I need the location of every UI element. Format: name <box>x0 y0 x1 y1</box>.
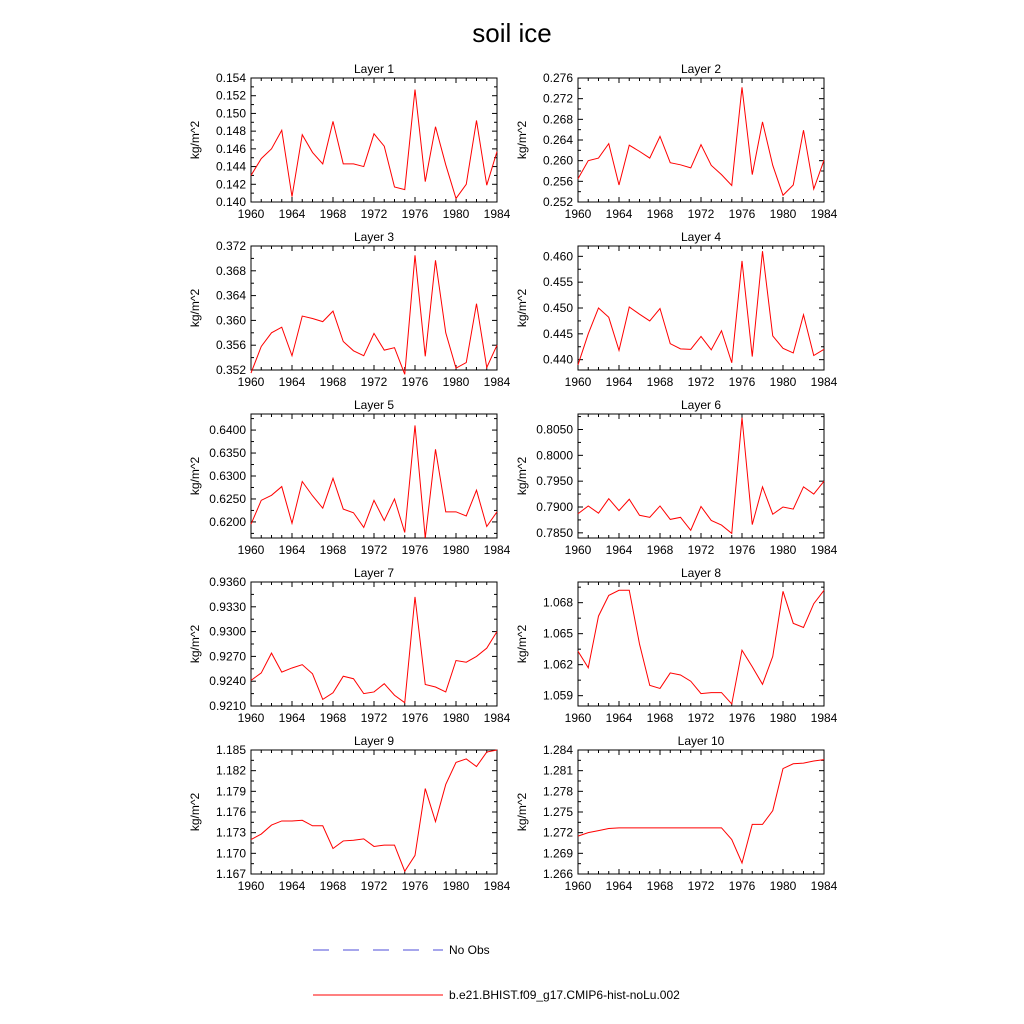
x-tick-label: 1964 <box>278 375 306 389</box>
y-tick-label: 1.275 <box>542 805 573 819</box>
x-tick-label: 1972 <box>687 375 715 389</box>
y-tick-label: 0.368 <box>215 263 246 278</box>
x-tick-label: 1968 <box>646 711 674 725</box>
y-tick-label: 0.9210 <box>209 699 246 713</box>
panel-title: Layer 5 <box>353 398 395 412</box>
panel-layer-7 <box>188 566 511 725</box>
figure-title: soil ice <box>472 18 552 48</box>
x-tick-label: 1968 <box>319 207 347 221</box>
y-tick-label: 1.170 <box>215 846 246 861</box>
x-tick-label: 1968 <box>646 543 674 557</box>
x-tick-label: 1972 <box>687 711 715 725</box>
panel-title: Layer 4 <box>680 230 722 244</box>
y-axis-label: kg/m^2 <box>515 624 529 664</box>
y-axis-label: kg/m^2 <box>515 456 529 496</box>
y-tick-label: 1.281 <box>542 763 573 778</box>
x-tick-label: 1964 <box>605 207 633 221</box>
y-tick-label: 0.6350 <box>209 446 246 461</box>
y-tick-label: 0.8050 <box>536 422 573 437</box>
x-tick-label: 1960 <box>564 711 592 725</box>
y-axis-label: kg/m^2 <box>188 456 202 496</box>
x-tick-label: 1968 <box>319 375 347 389</box>
x-tick-label: 1964 <box>278 543 306 557</box>
x-tick-label: 1972 <box>687 543 715 557</box>
x-tick-label: 1968 <box>646 879 674 893</box>
x-tick-label: 1968 <box>319 711 347 725</box>
y-tick-label: 1.059 <box>542 688 573 703</box>
plot-frame <box>251 414 497 538</box>
y-tick-label: 0.154 <box>215 71 246 85</box>
x-tick-label: 1976 <box>401 711 429 725</box>
x-tick-label: 1976 <box>401 879 429 893</box>
legend-label-no-obs: No Obs <box>449 943 490 957</box>
x-tick-label: 1960 <box>237 543 265 557</box>
panel-title: Layer 10 <box>677 734 725 748</box>
series-line-layer-2 <box>578 87 824 195</box>
x-tick-label: 1960 <box>237 375 265 389</box>
y-tick-label: 0.146 <box>215 141 246 156</box>
x-tick-label: 1980 <box>442 375 470 389</box>
panel-layer-6 <box>515 398 838 557</box>
x-tick-label: 1980 <box>769 543 797 557</box>
plot-frame <box>578 414 824 538</box>
x-tick-label: 1984 <box>483 711 511 725</box>
series-line-layer-6 <box>578 418 824 534</box>
x-tick-label: 1980 <box>769 879 797 893</box>
x-tick-label: 1984 <box>810 879 838 893</box>
plot-frame <box>578 246 824 370</box>
y-tick-label: 0.450 <box>542 301 573 315</box>
x-tick-label: 1964 <box>278 207 306 221</box>
x-tick-label: 1964 <box>605 711 633 725</box>
x-tick-label: 1984 <box>483 879 511 893</box>
x-tick-label: 1960 <box>237 711 265 725</box>
x-tick-label: 1980 <box>769 207 797 221</box>
x-tick-label: 1984 <box>810 207 838 221</box>
x-tick-label: 1976 <box>728 375 756 389</box>
y-tick-label: 0.7950 <box>536 474 573 489</box>
y-tick-label: 1.065 <box>542 626 573 641</box>
x-tick-label: 1984 <box>810 543 838 557</box>
x-tick-label: 1972 <box>360 543 388 557</box>
x-tick-label: 1964 <box>278 879 306 893</box>
y-tick-label: 0.8000 <box>536 448 573 463</box>
y-tick-label: 1.062 <box>542 657 573 672</box>
x-tick-label: 1960 <box>237 207 265 221</box>
y-axis-label: kg/m^2 <box>188 288 202 328</box>
plot-frame <box>251 582 497 706</box>
y-tick-label: 0.9360 <box>209 575 246 589</box>
y-tick-label: 0.272 <box>542 91 573 106</box>
y-tick-label: 1.176 <box>215 805 246 819</box>
panel-title: Layer 8 <box>680 566 722 580</box>
x-tick-label: 1968 <box>646 375 674 389</box>
y-tick-label: 0.6300 <box>209 469 246 483</box>
x-tick-label: 1984 <box>810 711 838 725</box>
y-tick-label: 1.185 <box>215 743 246 757</box>
x-tick-label: 1964 <box>605 375 633 389</box>
panels-group <box>188 62 838 893</box>
x-tick-label: 1972 <box>360 375 388 389</box>
y-tick-label: 0.252 <box>542 195 573 209</box>
y-tick-label: 1.284 <box>542 743 573 757</box>
y-tick-label: 1.173 <box>215 825 246 840</box>
y-tick-label: 0.268 <box>542 112 573 127</box>
y-axis-label: kg/m^2 <box>515 120 529 160</box>
y-tick-label: 0.356 <box>215 338 246 353</box>
x-tick-label: 1976 <box>728 711 756 725</box>
x-tick-label: 1964 <box>605 543 633 557</box>
plot-frame <box>251 750 497 874</box>
y-tick-label: 1.068 <box>542 595 573 610</box>
x-tick-label: 1984 <box>483 543 511 557</box>
y-tick-label: 1.167 <box>215 867 246 881</box>
series-line-layer-1 <box>251 90 497 199</box>
y-tick-label: 0.364 <box>215 288 246 303</box>
x-tick-label: 1968 <box>319 879 347 893</box>
x-tick-label: 1976 <box>401 207 429 221</box>
x-tick-label: 1972 <box>687 879 715 893</box>
y-tick-label: 0.142 <box>215 177 246 192</box>
x-tick-label: 1972 <box>687 207 715 221</box>
x-tick-label: 1980 <box>442 543 470 557</box>
y-tick-label: 0.140 <box>215 195 246 209</box>
series-line-layer-3 <box>251 255 497 374</box>
x-tick-label: 1980 <box>769 375 797 389</box>
panel-layer-3 <box>188 230 511 389</box>
series-line-layer-10 <box>578 760 824 863</box>
x-tick-label: 1980 <box>769 711 797 725</box>
y-tick-label: 0.9300 <box>209 624 246 639</box>
y-axis-label: kg/m^2 <box>515 288 529 328</box>
series-line-layer-4 <box>578 251 824 365</box>
y-tick-label: 0.6250 <box>209 491 246 506</box>
y-tick-label: 1.278 <box>542 784 573 799</box>
x-tick-label: 1968 <box>319 543 347 557</box>
series-line-layer-5 <box>251 425 497 538</box>
panel-title: Layer 9 <box>353 734 395 748</box>
x-tick-label: 1964 <box>278 711 306 725</box>
y-tick-label: 0.264 <box>542 133 573 147</box>
y-tick-label: 0.7900 <box>536 500 573 514</box>
plot-frame <box>578 78 824 202</box>
x-tick-label: 1972 <box>360 879 388 893</box>
x-tick-label: 1968 <box>646 207 674 221</box>
y-tick-label: 0.9240 <box>209 674 246 689</box>
y-tick-label: 0.256 <box>542 174 573 189</box>
plot-frame <box>251 246 497 370</box>
x-tick-label: 1960 <box>564 207 592 221</box>
y-tick-label: 0.460 <box>542 249 573 264</box>
y-tick-label: 0.144 <box>215 159 246 174</box>
y-tick-label: 0.260 <box>542 153 573 168</box>
y-tick-label: 0.152 <box>215 88 246 103</box>
x-tick-label: 1972 <box>360 207 388 221</box>
plot-frame <box>578 582 824 706</box>
x-tick-label: 1972 <box>360 711 388 725</box>
y-tick-label: 1.182 <box>215 763 246 778</box>
x-tick-label: 1980 <box>442 207 470 221</box>
legend-group <box>313 943 680 1002</box>
x-tick-label: 1960 <box>564 543 592 557</box>
panel-layer-9 <box>188 734 511 893</box>
y-axis-label: kg/m^2 <box>188 120 202 160</box>
y-axis-label: kg/m^2 <box>515 792 529 832</box>
x-tick-label: 1976 <box>401 543 429 557</box>
y-tick-label: 0.9270 <box>209 649 246 664</box>
y-tick-label: 0.440 <box>542 352 573 367</box>
plot-frame <box>578 750 824 874</box>
x-tick-label: 1984 <box>483 375 511 389</box>
x-tick-label: 1964 <box>605 879 633 893</box>
x-tick-label: 1984 <box>483 207 511 221</box>
panel-title: Layer 1 <box>353 62 395 76</box>
y-axis-label: kg/m^2 <box>188 792 202 832</box>
y-tick-label: 1.179 <box>215 784 246 799</box>
panel-title: Layer 6 <box>680 398 722 412</box>
y-tick-label: 0.150 <box>215 106 246 121</box>
panel-layer-1 <box>188 62 511 221</box>
y-tick-label: 1.272 <box>542 825 573 840</box>
y-tick-label: 0.372 <box>215 239 246 253</box>
panel-layer-5 <box>188 398 511 557</box>
x-tick-label: 1960 <box>564 375 592 389</box>
y-tick-label: 0.6400 <box>209 423 246 438</box>
x-tick-label: 1960 <box>564 879 592 893</box>
y-tick-label: 0.455 <box>542 275 573 290</box>
series-line-layer-9 <box>251 750 497 871</box>
y-tick-label: 1.269 <box>542 846 573 861</box>
plot-frame <box>251 78 497 202</box>
panel-layer-8 <box>515 566 838 725</box>
y-tick-label: 0.276 <box>542 71 573 85</box>
x-tick-label: 1976 <box>728 879 756 893</box>
panel-title: Layer 3 <box>353 230 395 244</box>
panel-title: Layer 7 <box>353 566 395 580</box>
y-tick-label: 0.352 <box>215 363 246 377</box>
y-tick-label: 0.7850 <box>536 525 573 540</box>
y-tick-label: 0.445 <box>542 326 573 341</box>
x-tick-label: 1976 <box>401 375 429 389</box>
panel-layer-10 <box>515 734 838 893</box>
panel-layer-2 <box>515 62 838 221</box>
y-tick-label: 1.266 <box>542 867 573 881</box>
panel-title: Layer 2 <box>680 62 722 76</box>
x-tick-label: 1980 <box>442 711 470 725</box>
x-tick-label: 1980 <box>442 879 470 893</box>
x-tick-label: 1984 <box>810 375 838 389</box>
legend-label-model-run: b.e21.BHIST.f09_g17.CMIP6-hist-noLu.002 <box>449 988 680 1002</box>
panel-layer-4 <box>515 230 838 389</box>
y-tick-label: 0.360 <box>215 313 246 328</box>
x-tick-label: 1976 <box>728 543 756 557</box>
x-tick-label: 1960 <box>237 879 265 893</box>
series-line-layer-8 <box>578 590 824 704</box>
x-tick-label: 1976 <box>728 207 756 221</box>
y-tick-label: 0.9330 <box>209 599 246 614</box>
series-line-layer-7 <box>251 597 497 703</box>
y-tick-label: 0.6200 <box>209 514 246 529</box>
y-tick-label: 0.148 <box>215 124 246 139</box>
y-axis-label: kg/m^2 <box>188 624 202 664</box>
